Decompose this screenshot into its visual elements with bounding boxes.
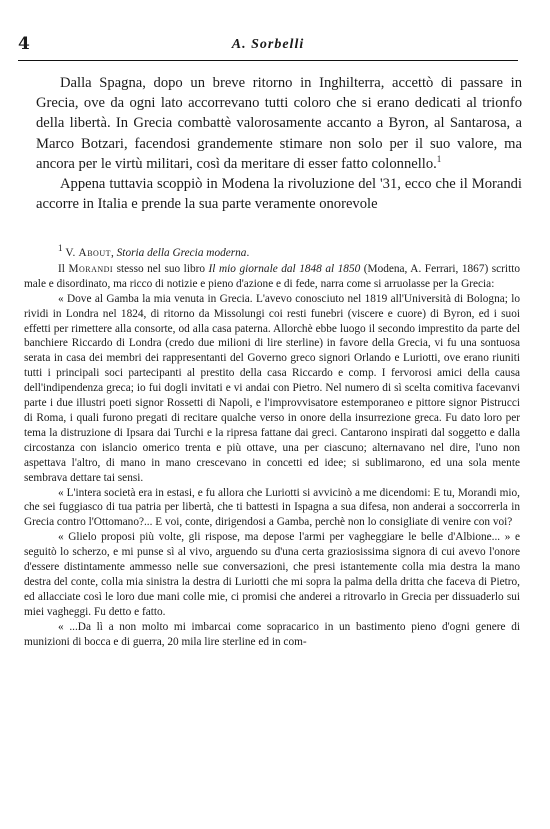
main-text <box>36 73 522 214</box>
paragraph <box>36 73 522 174</box>
page-number: 4 <box>18 34 30 54</box>
running-head: A. Sorbelli <box>231 37 305 52</box>
footnote-paragraph: « Glielo proposi più volte, gli rispose, ma depose l'armi per vagheggiare le belle d'Albione... » e seguitò lo scherzo, e mi punse sì al vivo, arguendo su d'una certa graziosissima signora di cui avevo l'onore d'essere distintamente ammesso nelle sue conversazioni, che presi istantemente colla mia destra la mano destra del conte, colla mia sinistra la destra di Luriotti che mi sopra la palma della dritta che faceva di Pietro, ed allacciate così le loro due mani colle mie, ci promisi che anderei a ritrovarlo in Grecia per dissuaderlo sui miei vagheggi. Fu detto e fatto. <box>24 531 520 618</box>
footnote-reference: 1 <box>436 153 442 164</box>
paragraph: Appena tuttavia scoppiò in Modena la rivoluzione del '31, ecco che il Morandi accorre in Italia e prende la sua parte veramente onorevole <box>36 176 522 213</box>
footnote-paragraph <box>24 262 520 292</box>
footnote-name: Morandi <box>68 262 114 275</box>
header-rule <box>18 60 518 61</box>
footnote-end: . <box>246 247 250 259</box>
footnote-text: Il <box>58 262 69 275</box>
footnote-paragraph: « ...Da lì a non molto mi imbarcai come sopracarico in un bastimento pieno d'ogni genere di munizioni di bocca e di guerra, 20 mila lire sterline ed in com- <box>24 620 520 648</box>
footnote-text: stesso nel suo libro <box>113 262 209 275</box>
footnote-text: (Modena, A. Ferrari, 1867) scritto male e disordinato, ma ricco di notizie e pieno d'azione e di fede, narra come si arruolasse per la Grecia: <box>24 262 520 290</box>
footnote-mark: 1 <box>58 243 63 254</box>
footnote-separator: , <box>111 247 117 259</box>
page-header <box>18 34 518 54</box>
paragraph-text: Dalla Spagna, dopo un breve ritorno in Inghilterra, accettò di passare in Grecia, ove da ogni lato accorrevano tutti coloro che si erano dedicati al trionfo della libertà. In Grecia combattè valorosamente accanto a Byron, al Santarosa, a Marco Botzari, facendosi grandemente stimare non solo per il suo valore, ma ancora per le virtù militari, così da meritare di esser fatto colonnello. <box>36 75 522 172</box>
footnote-paragraph: « Dove al Gamba la mia venuta in Grecia. L'avevo conosciuto nel 1819 all'Università di Bologna; lo rividi in Londra nel 1824, di ritorno da Missolungi coi resti funebri (viscere e cuore) di Byron, ed i suoi effetti per rimettere alla consorte, od alla casa paterna. Allorchè ebbe luogo il secondo imprestito da parte del banchiere Riccardo di Londra (credo due milioni di lire sterline) in favore della Grecia, vi fu una sontuosa serata in casa dei membri dei rappresentanti del Governo greco signori Orlando e Luriotti, ove erano riuniti tutti i principali soci partecipanti al prestito della casa Riccardo e comp. I fervorosi amici della causa dell'indipendenza greca; io fui dogli invitati e vi andai con Pietro. Nel numero di sì scelta comitiva facevanvi parte i due illustri poeti signor Rossetti di Napoli, e l'improvvisatore estemporaneo e pittore signor Pistrucci di Roma, i quali furono pregati di recitare qualche verso in onore della insurrezione greca. Fu dato loro per tema la distruzione di Ipsara dai Turchi e la ripresa fattane dai greci. Cantarono inspirati dal soggetto e dalla circostanza con islancio omerico trenta e più ottave, una per ciascuno; alternavano nel dire, l'uno non aspettava l'altro, di mano in mano crescevano in concetti ed idee; si sublimarono, ed una sola mente sembrava dettare tai sensi. <box>24 292 520 484</box>
footnote-citation <box>24 243 520 261</box>
footnote-paragraph: « L'intera società era in estasi, e fu allora che Luriotti si avvicinò a me dicendomi: E tu, Morandi mio, che sei fuggiasco di tua patria per libertà, che ti battesti in Ispagna a sua difesa, non anderai a soccorrerla in Grecia contro l'Ottomano?... E voi, conte, dirigendosi a Gamba, perchè non lo consigliate di venire con voi? <box>24 486 520 529</box>
footnote-title: Storia della Grecia moderna <box>116 247 247 259</box>
footnotes <box>24 243 520 649</box>
footnote-book-title: Il mio giornale dal 1848 al 1850 <box>208 262 361 275</box>
footnote-author: V. About <box>65 247 111 259</box>
